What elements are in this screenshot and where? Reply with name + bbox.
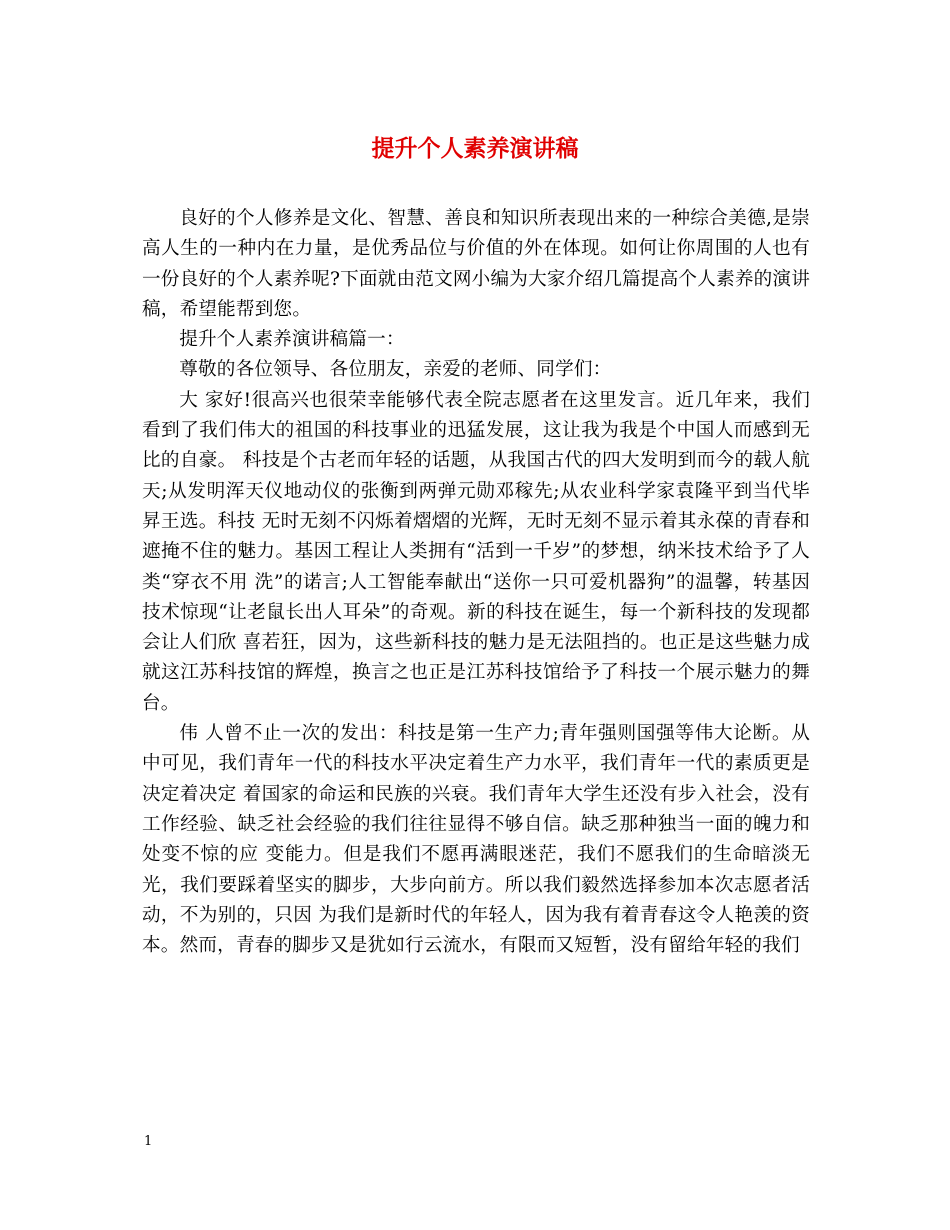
page-number: 1 [144, 1134, 153, 1149]
document-title: 提升个人素养演讲稿 [371, 136, 579, 162]
document-body [142, 204, 810, 961]
paragraph-section-heading: 提升个人素养演讲稿篇一： [179, 329, 405, 351]
paragraph-intro: 良好的个人修养是文化、智慧、善良和知识所表现出来的一种综合美德,是崇高人生的一种内在力量，是优秀品位与价值的外在体现。如何让你周围的人也有一份良好的个人素养呢?下面就由范文网小编为大家介绍几篇提高个人素养的演讲稿，希望能帮到您。 [142, 208, 810, 320]
paragraph-body-2: 伟 人曾不止一次的发出：科技是第一生产力;青年强则国强等伟大论断。从中可见，我们青年一代的科技水平决定着生产力水平，我们青年一代的素质更是决定着决定 着国家的命运和民族的兴衰。我们青年大学生还没有步入社会，没有工作经验、缺乏社会经验的我们往往显得不够自信。缺乏那种独当一面的魄力和处变不惊的应 变能力。但是我们不愿再满眼迷茫，我们不愿我们的生命暗淡无光，我们要踩着坚实的脚步，大步向前方。所以我们毅然选择参加本次志愿者活动，不为别的，只因 为我们是新时代的年轻人，因为我有着青春这令人艳羡的资本。然而，青春的脚步又是犹如行云流水，有限而又短暂，没有留给年轻的我们 [142, 723, 810, 957]
paragraph-body-1: 大 家好!很高兴也很荣幸能够代表全院志愿者在这里发言。近几年来，我们看到了我们伟大的祖国的科技事业的迅猛发展，这让我为我是个中国人而感到无比的自豪。 科技是个古老而年轻的话题，从我国古代的四大发明到而今的载人航天;从发明浑天仪地动仪的张衡到两弹元勋邓稼先;从农业科学家袁隆平到当代毕昇王选。科技 无时无刻不闪烁着熠熠的光辉，无时无刻不显示着其永葆的青春和遮掩不住的魅力。基因工程让人类拥有“活到一千岁”的梦想，纳米技术给予了人类“穿衣不用 洗”的诺言;人工智能奉献出“送你一只可爱机器狗”的温馨，转基因技术惊现“让老鼠长出人耳朵”的奇观。新的科技在诞生，每一个新科技的发现都会让人们欣 喜若狂，因为，这些新科技的魅力是无法阻挡的。也正是这些魅力成就这江苏科技馆的辉煌，换言之也正是江苏科技馆给予了科技一个展示魅力的舞台。 [142, 389, 810, 714]
paragraph-salutation: 尊敬的各位领导、各位朋友，亲爱的老师、同学们： [179, 359, 612, 381]
